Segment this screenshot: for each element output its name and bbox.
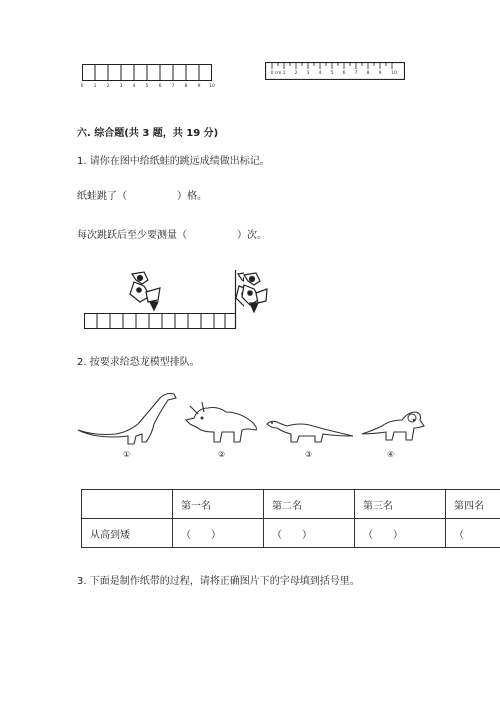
triceratops-icon (184, 402, 260, 444)
ruler-left-tick-label: 6 (158, 84, 162, 89)
ruler-right-unit: cm (274, 71, 282, 76)
q1-answer-line-2[interactable]: 每次跳跃后至少要测量（ ）次。 (77, 230, 267, 241)
ruler-left-tick-label: 8 (184, 84, 188, 89)
answer-cell[interactable]: （ (446, 519, 500, 548)
ruler-left-tick-label: 9 (197, 84, 201, 89)
ruler-right-tick-label: 8 (366, 71, 370, 76)
dinosaur-label: ④ (387, 450, 395, 459)
ruler-right-tick-label: 10 (391, 71, 397, 76)
table-row (82, 519, 500, 548)
table-header-cell: 第四名 (446, 490, 500, 519)
grid-ruler-left-labels (82, 84, 214, 92)
long-neck-dinosaur-icon (76, 390, 186, 446)
ruler-right-tick-label: 4 (318, 71, 322, 76)
dinosaur-label: ③ (305, 450, 313, 459)
dinosaur-3-sauropod (265, 416, 355, 444)
triceratops-icon (360, 406, 426, 444)
ruler-left-tick-label: 0 (80, 84, 84, 89)
paper-frog-drawing (236, 271, 268, 313)
q1-answer-line-1[interactable]: 纸蛙跳了（ ）格。 (77, 191, 207, 202)
frog-jump-drawing (84, 268, 244, 332)
ruler-right-tick-label: 9 (378, 71, 382, 76)
paper-frog-icon (130, 272, 160, 310)
grid-ruler-left (82, 64, 212, 81)
frog-jump-illustration (84, 268, 244, 332)
ruler-left-tick-label: 3 (119, 84, 123, 89)
dinosaur-1-brachiosaurus (76, 390, 186, 446)
q3-prompt: 3. 下面是制作纸带的过程，请将正确图片下的字母填到括号里。 (77, 576, 360, 587)
answer-cell[interactable]: （ ） (355, 519, 446, 548)
ruler-left-tick-label: 10 (209, 84, 215, 89)
paper-frog-icon (236, 271, 268, 313)
ruler-right-tick-label: 7 (354, 71, 358, 76)
q1-prompt: 1. 请你在图中给纸蛙的跳远成绩做出标记。 (77, 156, 270, 167)
answer-cell[interactable]: （ ） (264, 519, 355, 548)
ruler-right-tick-label: 5 (330, 71, 334, 76)
table-header-cell: 第二名 (264, 490, 355, 519)
answer-cell[interactable]: （ ） (173, 519, 264, 548)
ruler-left-tick-label: 7 (171, 84, 175, 89)
dinosaur-label: ② (218, 450, 226, 459)
table-header-cell (82, 490, 173, 519)
ruler-right-tick-label: 3 (306, 71, 310, 76)
section-title: 六. 综合题(共 3 题，共 19 分) (77, 128, 219, 139)
dinosaur-label: ① (123, 450, 131, 459)
ruler-right-tick-label: 6 (342, 71, 346, 76)
ruler-left-tick-label: 1 (93, 84, 97, 89)
ruler-right-tick-label: 2 (294, 71, 298, 76)
measuring-ruler-right (265, 62, 405, 80)
measuring-ruler-drawing (265, 62, 405, 80)
ruler-right-tick-label: 1 (282, 71, 286, 76)
table-header-cell: 第一名 (173, 490, 264, 519)
dinosaur-2-triceratops (184, 402, 260, 444)
ruler-left-tick-label: 4 (132, 84, 136, 89)
grid-ruler-left-drawing (82, 64, 212, 81)
table-header-row (82, 490, 500, 519)
q2-prompt: 2. 按要求给恐龙模型排队。 (77, 357, 200, 368)
ruler-right-tick-label: 0 (270, 71, 274, 76)
ruler-left-tick-label: 2 (106, 84, 110, 89)
ruler-left-tick-label: 5 (145, 84, 149, 89)
table-header-cell: 第三名 (355, 490, 446, 519)
small-sauropod-icon (265, 416, 355, 444)
ranking-table (81, 489, 500, 548)
dinosaur-4-triceratops (360, 406, 426, 444)
table-row-label: 从高到矮 (82, 519, 173, 548)
